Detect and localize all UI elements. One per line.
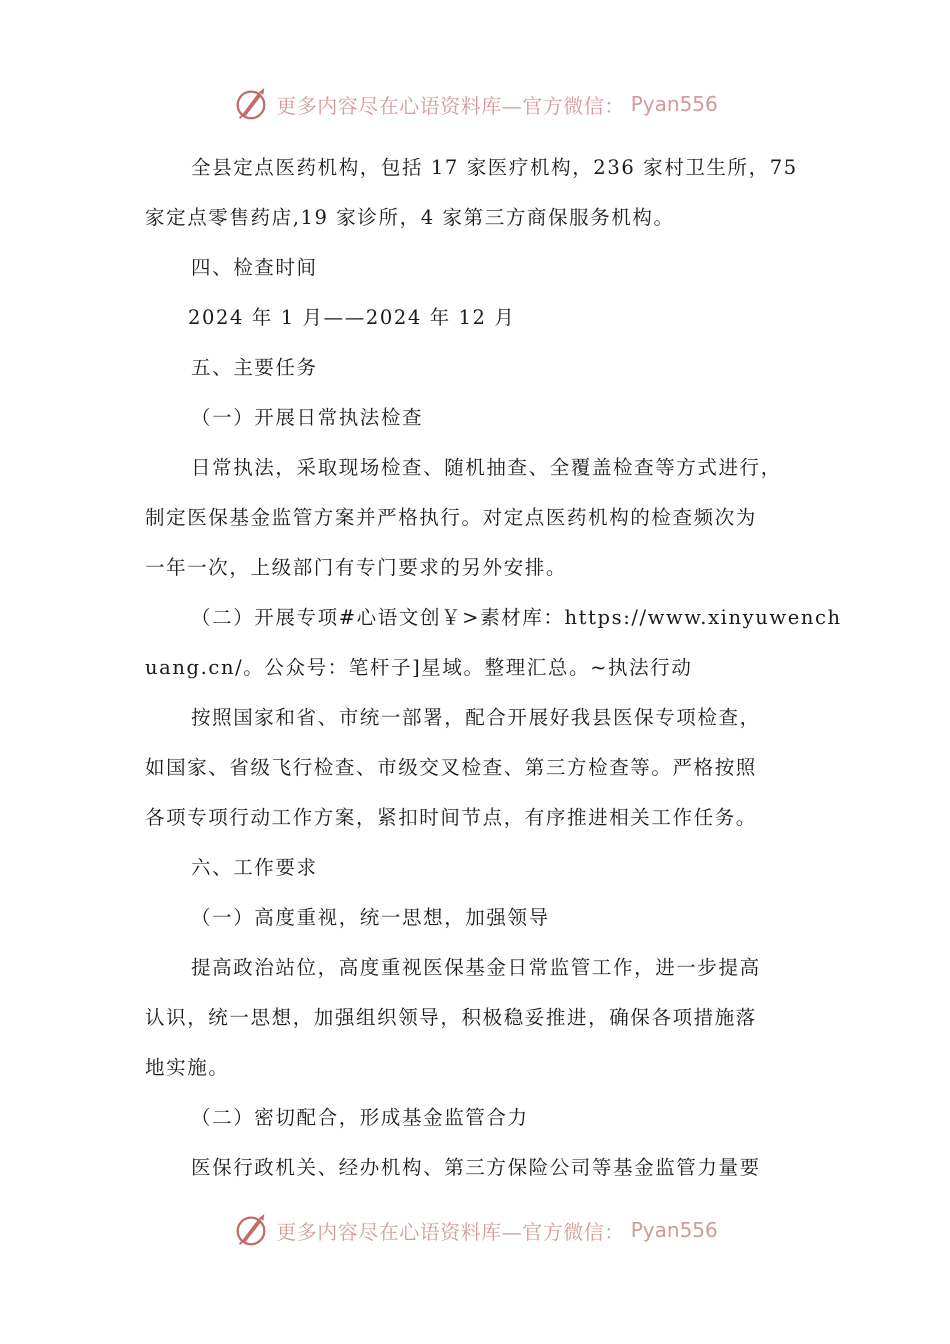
paragraph-line: 医保行政机关、经办机构、第三方保险公司等基金监管力量要 xyxy=(191,1156,761,1179)
paragraph-line: 2024 年 1 月——2024 年 12 月 xyxy=(188,306,516,329)
paragraph-line: 如国家、省级飞行检查、市级交叉检查、第三方检查等。严格按照 xyxy=(145,756,757,779)
banner-content xyxy=(232,85,718,123)
paragraph-line: 日常执法，采取现场检查、随机抽查、全覆盖检查等方式进行， xyxy=(191,456,782,479)
banner-text: 更多内容尽在心语资料库—官方微信： xyxy=(276,93,625,118)
paragraph-line: 全县定点医药机构，包括 17 家医疗机构，236 家村卫生所，75 xyxy=(191,156,798,179)
banner-text: 更多内容尽在心语资料库—官方微信： xyxy=(276,1219,625,1244)
subsection-heading: （一）开展日常执法检查 xyxy=(191,406,424,429)
paragraph-line: 一年一次，上级部门有专门要求的另外安排。 xyxy=(145,556,568,579)
paragraph-line: 认识，统一思想，加强组织领导，积极稳妥推进，确保各项措施落 xyxy=(145,1006,757,1029)
subsection-heading: （二）密切配合，形成基金监管合力 xyxy=(191,1106,529,1129)
banner-content xyxy=(232,1211,718,1249)
paragraph-line: uang.cn/。公众号：笔杆子]星域。整理汇总。~执法行动 xyxy=(145,656,693,679)
paragraph-line: 地实施。 xyxy=(145,1056,230,1079)
section-heading: 六、工作要求 xyxy=(191,856,318,879)
quill-pen-logo-icon xyxy=(232,1211,270,1249)
paragraph-line: 按照国家和省、市统一部署，配合开展好我县医保专项检查， xyxy=(191,706,761,729)
paragraph-line: 提高政治站位，高度重视医保基金日常监管工作，进一步提高 xyxy=(191,956,761,979)
paragraph-line: 制定医保基金监管方案并严格执行。对定点医药机构的检查频次为 xyxy=(145,506,757,529)
quill-pen-logo-icon xyxy=(232,85,270,123)
paragraph-line: 各项专项行动工作方案，紧扣时间节点，有序推进相关工作任务。 xyxy=(145,806,757,829)
section-heading: 四、检查时间 xyxy=(191,256,318,279)
subsection-heading: （一）高度重视，统一思想，加强领导 xyxy=(191,906,550,929)
section-heading: 五、主要任务 xyxy=(191,356,318,379)
banner-wechat-handle: Pyan556 xyxy=(630,1218,718,1242)
footer-banner xyxy=(0,1208,950,1252)
paragraph-line: 家定点零售药店,19 家诊所，4 家第三方商保服务机构。 xyxy=(145,206,675,229)
banner-wechat-handle: Pyan556 xyxy=(630,92,718,116)
header-banner xyxy=(0,82,950,126)
subsection-heading: （二）开展专项#心语文创￥>素材库：https://www.xinyuwench xyxy=(191,606,842,629)
